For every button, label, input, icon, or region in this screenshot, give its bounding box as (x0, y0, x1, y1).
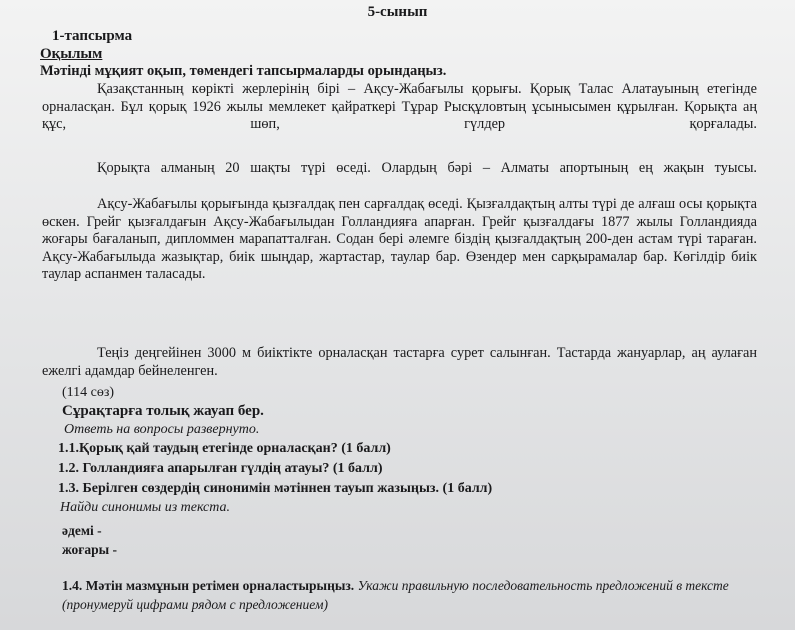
grade-title: 5-сынып (367, 4, 428, 20)
synonym-word-1: әдемі - (62, 523, 102, 538)
questions-heading-ru: Ответь на вопросы развернуто. (64, 422, 260, 437)
synonym-word-2: жоғары - (62, 542, 118, 557)
section-title: Оқылым (40, 46, 103, 62)
question-1-1: 1.1.Қорық қай таудың етегінде орналасқан? (1 балл) (58, 441, 391, 456)
text-paragraph-1: Қазақстанның көрікті жерлерінің бірі – Ақсу-Жабағылы қорығы. Қорық Талас Алатауының етегінде орналасқан. Бұл қорық 1926 жылы мемлекет қайраткері Тұрар Рысқұловтың ұсынысымен құрылған. Қорықта аң құс, шөп, гүлдер қорғалады. (42, 81, 757, 133)
question-1-4-kz: 1.4. Мәтін мазмұнын ретімен орналастырыңыз. (62, 578, 355, 593)
word-count: (114 сөз) (62, 385, 115, 400)
text-paragraph-4: Теңіз деңгейінен 3000 м биіктікте орналасқан тастарға сурет салынған. Тастарда жануарлар, аң аулаған ежелгі адамдар бейнеленген. (42, 345, 757, 379)
question-1-4 (62, 576, 762, 614)
text-paragraph-2: Қорықта алманың 20 шақты түрі өседі. Олардың бәрі – Алматы апортының ең жақын туысы. (97, 160, 757, 176)
question-1-3: 1.3. Берілген сөздердің синонимін мәтіннен тауып жазыңыз. (1 балл) (58, 481, 493, 496)
question-1-4-ru: Укажи правильную последовательность предложений в тексте (пронумеруй цифрами рядом с предложением) (62, 578, 729, 612)
question-1-2: 1.2. Голландияға апарылған гүлдің атауы? (1 балл) (58, 461, 383, 476)
questions-heading-kz: Сұрақтарға толық жауап бер. (62, 403, 264, 419)
reading-instruction: Мәтінді мұқият оқып, төмендегі тапсырмаларды орындаңыз. (40, 63, 447, 79)
task-number: 1-тапсырма (52, 28, 133, 44)
text-paragraph-3: Ақсу-Жабағылы қорығында қызғалдақ пен сарғалдақ өседі. Қызғалдақтың алты түрі де алғаш осы қорықта өскен. Грейг қызғалдағын Ақсу-Жабағылыдан Голландияға апарған. Грейг қызғалдағы 1877 жылы Голландияда жоғары бағаланып, дипломмен марапатталған. Содан бері әлемге біздің қызғалдақтың 200-ден астам түрі тараған. Ақсу-Жабағылыда жазықтар, биік шыңдар, жартастар, таулар бар. Өзендер мен сарқырамалар бар. Көгілдір биік таулар аспанмен таласады. (42, 196, 757, 283)
question-1-3-ru: Найди синонимы из текста. (60, 500, 231, 515)
